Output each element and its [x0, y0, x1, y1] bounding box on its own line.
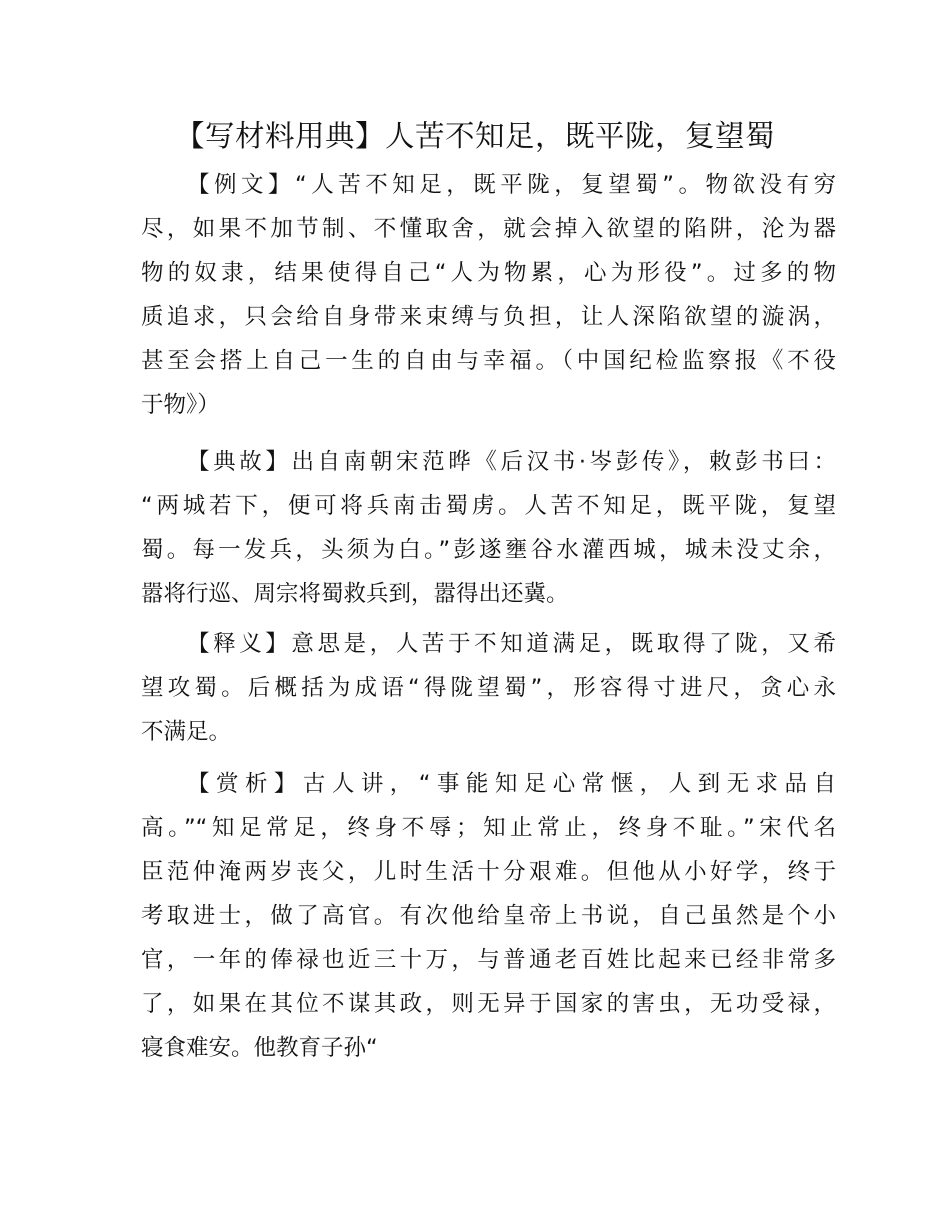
paragraph-line: 【赏析】古人讲，“事能知足心常惬，人到无求品自 [187, 771, 836, 797]
paragraph-line: 【例文】“人苦不知足，既平陇，复望蜀”。物欲没有穷 [187, 172, 836, 198]
paragraph-line: 于物》） [141, 392, 220, 418]
section-allusion [141, 440, 836, 616]
paragraph-line: 高。”“知足常足，终身不辱；知止常止，终身不耻。”宋代名 [141, 815, 836, 841]
paragraph-line: 官，一年的俸禄也近三十万，与普通老百姓比起来已经非常多 [141, 947, 836, 973]
paragraph-line: 不满足。 [141, 719, 232, 745]
document-title: 【写材料用典】人苦不知足，既平陇，复望蜀 [174, 119, 775, 153]
paragraph-line: 了，如果在其位不谋其政，则无异于国家的害虫，无功受禄， [141, 991, 836, 1017]
paragraph-line: 望攻蜀。后概括为成语“得陇望蜀”，形容得寸进尺，贪心永 [141, 675, 836, 701]
section-meaning [141, 622, 836, 754]
paragraph-line: 臣范仲淹两岁丧父，儿时生活十分艰难。但他从小好学，终于 [141, 859, 836, 885]
paragraph-line: 尽，如果不加节制、不懂取舍，就会掉入欲望的陷阱，沦为器 [141, 216, 836, 242]
paragraph-line: 【释义】意思是，人苦于不知道满足，既取得了陇，又希 [187, 631, 836, 657]
paragraph-line: 物的奴隶，结果使得自己“人为物累，心为形役”。过多的物 [141, 260, 836, 286]
paragraph-line: 甚至会搭上自己一生的自由与幸福。（中国纪检监察报《不役 [141, 348, 836, 374]
paragraph-line: “两城若下，便可将兵南击蜀虏。人苦不知足，既平陇，复望 [141, 493, 836, 519]
paragraph-line: 考取进士，做了高官。有次他给皇帝上书说，自己虽然是个小 [141, 903, 836, 929]
paragraph-line: 【典故】出自南朝宋范晔《后汉书·岑彭传》，敕彭书曰： [187, 449, 836, 475]
section-appreciation [141, 762, 836, 1070]
paragraph-line: 寝食难安。他教育子孙“ [141, 1035, 378, 1061]
section-example [141, 163, 836, 427]
paragraph-line: 嚣将行巡、周宗将蜀救兵到，嚣得出还冀。 [141, 581, 569, 607]
paragraph-line: 质追求，只会给自身带来束缚与负担，让人深陷欲望的漩涡， [141, 304, 836, 330]
paragraph-line: 蜀。每一发兵，头须为白。”彭遂壅谷水灌西城，城未没丈余， [141, 537, 836, 563]
